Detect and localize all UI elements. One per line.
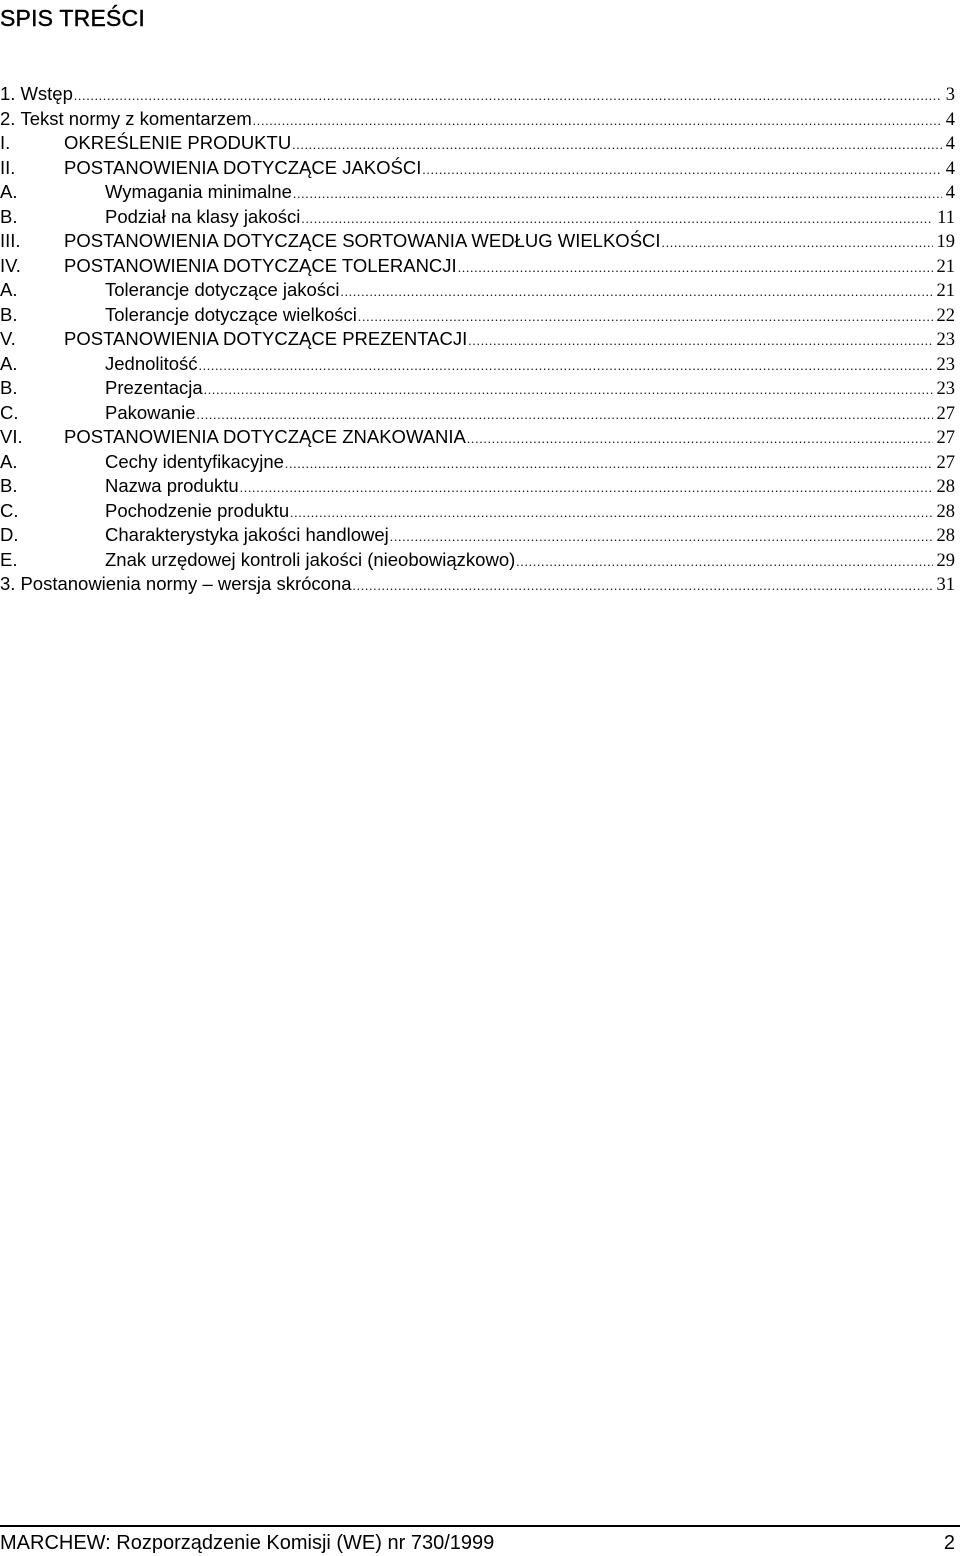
dot-leader — [422, 158, 941, 183]
toc-entry-number: C. — [0, 499, 19, 521]
toc-entry-wstep[interactable] — [0, 82, 955, 107]
dot-leader — [301, 207, 933, 232]
toc-entry-number: E. — [0, 548, 18, 570]
toc-entry-number: 3. — [0, 573, 16, 594]
toc-entry-nazwa-produktu[interactable] — [0, 474, 955, 499]
toc-entry-title: Podział na klasy jakości — [105, 205, 301, 227]
toc-entry-wymagania-minimalne[interactable] — [0, 180, 955, 205]
toc-entry-number: C. — [0, 401, 19, 423]
toc-entry-page: 31 — [936, 575, 955, 595]
toc-entry-page: 23 — [936, 330, 955, 350]
toc-entry-number: B. — [0, 205, 18, 227]
toc-entry-number: B. — [0, 377, 18, 398]
toc-entry-jakosc[interactable] — [0, 156, 955, 181]
toc-entry-page: 19 — [936, 232, 955, 252]
toc-entry-page: 4 — [945, 183, 955, 203]
toc-entry-number: I. — [0, 132, 11, 153]
page-title: SPIS TREŚCI — [0, 5, 145, 31]
toc-entry-tolerancje[interactable] — [0, 254, 955, 279]
toc-entry-title: Pochodzenie produktu — [105, 499, 290, 521]
dot-leader — [467, 427, 933, 452]
toc-entry-page: 28 — [936, 501, 955, 522]
toc-entry-tolerancje-jakosci[interactable] — [0, 278, 955, 303]
toc-entry-title: Wymagania minimalne — [105, 181, 292, 202]
toc-entry-title: POSTANOWIENIA DOTYCZĄCE SORTOWANIA WEDŁUG WIELKOŚCI — [64, 230, 661, 251]
toc-entry-number: A. — [0, 352, 18, 374]
toc-entry-page: 27 — [936, 452, 955, 473]
toc-entry-sortowanie[interactable] — [0, 229, 955, 254]
dot-leader — [390, 525, 933, 550]
toc-entry-title: Jednolitość — [105, 352, 198, 374]
toc-entry-title: POSTANOWIENIA DOTYCZĄCE ZNAKOWANIA — [64, 426, 466, 447]
toc-entry-page: 23 — [936, 354, 955, 375]
dot-leader — [199, 354, 933, 379]
toc-entry-title: Cechy identyfikacyjne — [105, 450, 284, 472]
toc-entry-page: 28 — [936, 526, 955, 546]
toc-entry-page: 3 — [945, 85, 955, 105]
toc-entry-title: Prezentacja — [105, 377, 203, 398]
toc-entry-pochodzenie-produktu[interactable] — [0, 499, 955, 524]
dot-leader — [516, 550, 932, 575]
toc-entry-page: 29 — [936, 550, 955, 571]
toc-entry-okreslenie-produktu[interactable] — [0, 131, 955, 156]
footer-divider — [0, 1525, 960, 1527]
toc-entry-page: 22 — [936, 305, 955, 326]
toc-entry-number: B. — [0, 303, 18, 325]
toc-entry-number: A. — [0, 279, 18, 300]
toc-entry-klasy-jakosci[interactable] — [0, 205, 955, 230]
toc-entry-title: Wstęp — [20, 83, 73, 104]
toc-entry-number: III. — [0, 230, 21, 251]
dot-leader — [358, 305, 933, 330]
toc-entry-number: B. — [0, 475, 18, 496]
dot-leader — [468, 329, 932, 354]
toc-entry-number: V. — [0, 328, 16, 349]
toc-entry-number: D. — [0, 524, 19, 545]
toc-entry-page: 27 — [936, 428, 955, 448]
toc-entry-title: Tolerancje dotyczące jakości — [105, 279, 340, 300]
dot-leader — [285, 452, 933, 477]
toc-entry-title: Charakterystyka jakości handlowej — [105, 524, 389, 545]
toc-entry-number: A. — [0, 181, 18, 202]
toc-entry-number: IV. — [0, 254, 21, 276]
dot-leader — [290, 501, 932, 526]
toc-entry-title: POSTANOWIENIA DOTYCZĄCE PREZENTACJI — [64, 328, 468, 349]
dot-leader — [293, 182, 942, 207]
toc-entry-page: 28 — [936, 477, 955, 497]
toc-entry-title: OKREŚLENIE PRODUKTU — [64, 132, 292, 153]
toc-entry-prezentacja-section[interactable] — [0, 327, 955, 352]
dot-leader — [292, 133, 942, 158]
toc-entry-page: 4 — [945, 158, 955, 179]
toc-entry-tekst-normy[interactable] — [0, 107, 955, 132]
toc-entry-wersja-skrocona[interactable] — [0, 572, 955, 597]
dot-leader — [458, 256, 933, 281]
dot-leader — [74, 84, 942, 109]
toc-entry-title: POSTANOWIENIA DOTYCZĄCE TOLERANCJI — [64, 254, 457, 276]
toc-entry-title: Tolerancje dotyczące wielkości — [105, 303, 357, 325]
toc-entry-page: 27 — [936, 403, 955, 424]
toc-entry-page: 4 — [945, 134, 955, 154]
toc-entry-title: POSTANOWIENIA DOTYCZĄCE JAKOŚCI — [64, 156, 422, 178]
dot-leader — [197, 403, 933, 428]
dot-leader — [353, 574, 933, 599]
footer-text: MARCHEW: Rozporządzenie Komisji (WE) nr 730/1999 — [0, 1532, 495, 1554]
toc-entry-number: VI. — [0, 426, 23, 447]
toc-entry-number: A. — [0, 450, 18, 472]
toc-entry-pakowanie[interactable] — [0, 401, 955, 426]
toc-entry-page: 11 — [937, 207, 955, 228]
toc-entry-jednolitosc[interactable] — [0, 352, 955, 377]
dot-leader — [240, 476, 933, 501]
toc-entry-title: Postanowienia normy – wersja skrócona — [20, 573, 352, 594]
toc-entry-title: Pakowanie — [105, 401, 196, 423]
page-footer — [0, 1530, 955, 1556]
toc-entry-znakowanie[interactable] — [0, 425, 955, 450]
dot-leader — [340, 280, 932, 305]
toc-entry-page: 21 — [936, 256, 955, 277]
footer-page-number: 2 — [943, 1532, 955, 1554]
toc-entry-title: Tekst normy z komentarzem — [20, 107, 252, 129]
toc-entry-page: 23 — [936, 379, 955, 399]
toc-entry-number: II. — [0, 156, 16, 178]
toc-entry-tolerancje-wielkosci[interactable] — [0, 303, 955, 328]
toc-entry-title: Znak urzędowej kontroli jakości (nieobowiązkowo) — [105, 548, 516, 570]
dot-leader — [662, 231, 933, 256]
toc-entry-prezentacja[interactable] — [0, 376, 955, 401]
toc-entry-znak-kontroli[interactable] — [0, 548, 955, 573]
toc-entry-cechy-identyfikacyjne[interactable] — [0, 450, 955, 475]
toc-entry-number: 1. — [0, 83, 16, 104]
toc-entry-charakterystyka-jakosci[interactable] — [0, 523, 955, 548]
table-of-contents — [0, 82, 955, 597]
toc-entry-page: 21 — [936, 281, 955, 301]
dot-leader — [253, 109, 942, 134]
toc-entry-page: 4 — [945, 109, 955, 130]
dot-leader — [204, 378, 933, 403]
toc-entry-title: Nazwa produktu — [105, 475, 239, 496]
toc-entry-number: 2. — [0, 107, 16, 129]
